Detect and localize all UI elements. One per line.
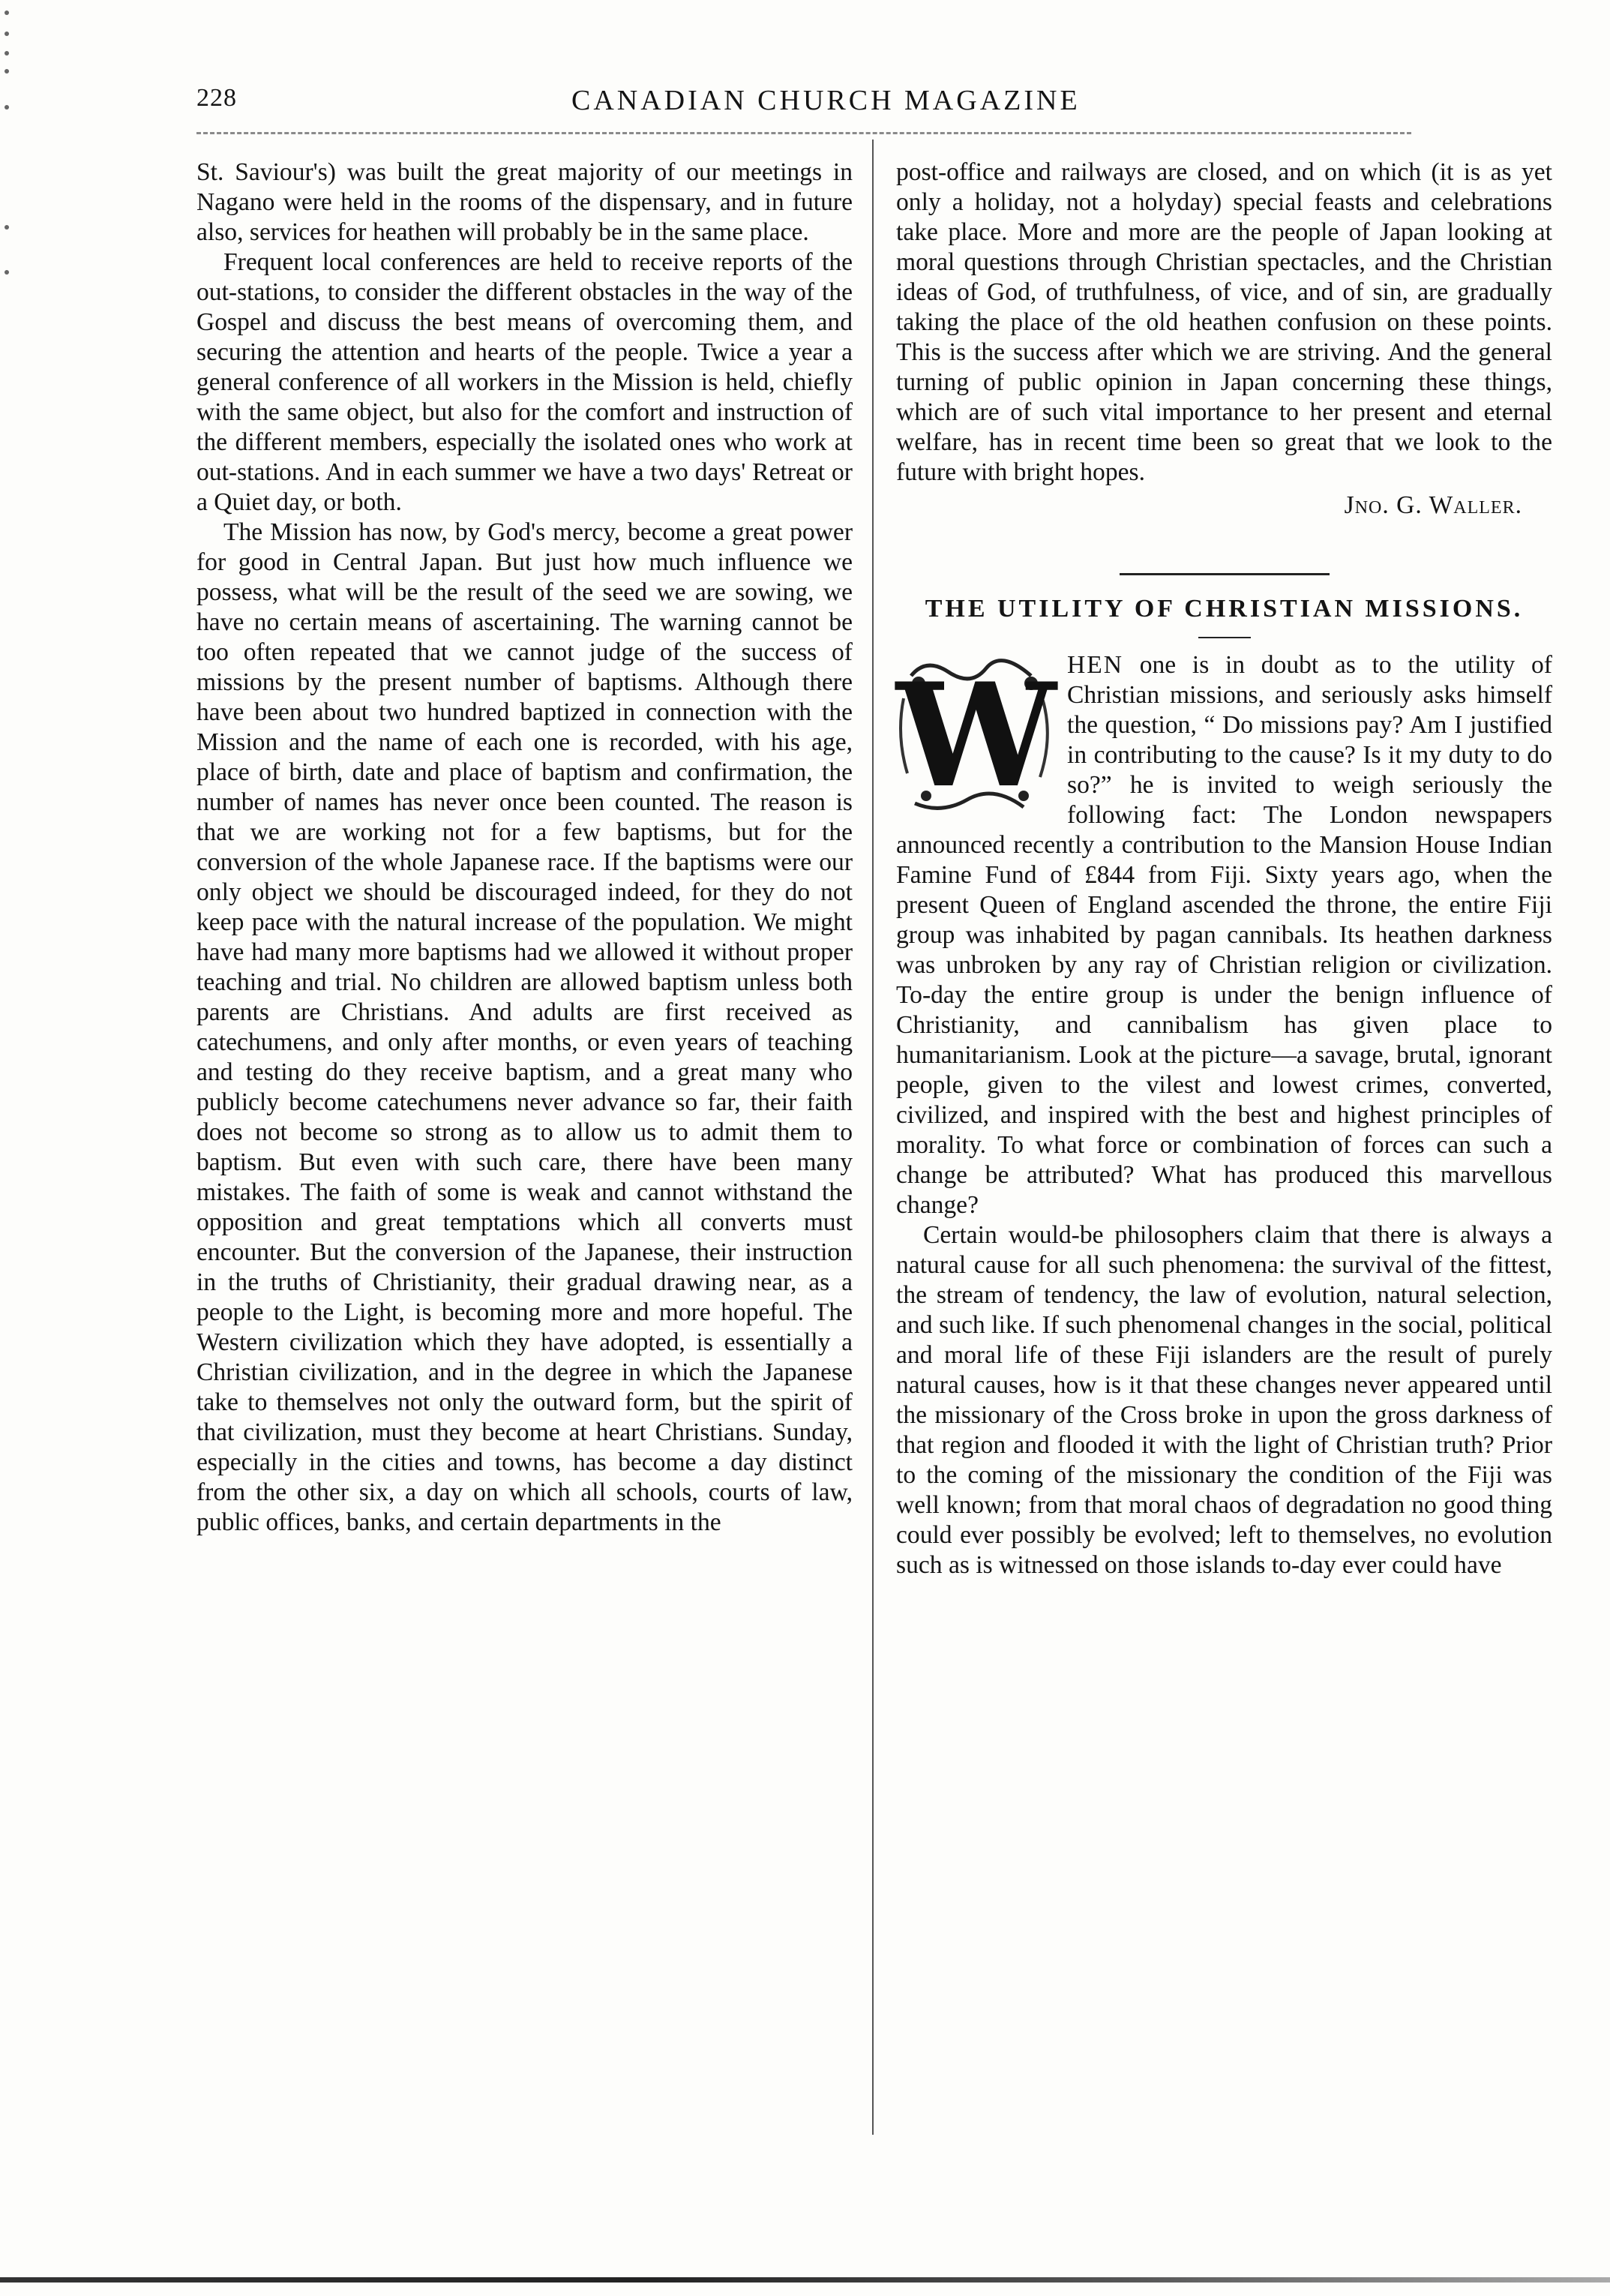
column-divider [872,140,874,2135]
section-title: THE UTILITY OF CHRISTIAN MISSIONS. [925,595,1524,623]
intro-text: one is in doubt as to the utility of Christian missions, and seriously asks himself the question, “ Do missions pay? Am I justified in contributing to the cause? Is it my duty to do so?” he is invited to weigh seriously the following fact: The London newspapers announced recently a contribution to the Mansion House Indian Famine Fund of £844 from Fiji. Sixty years ago, when the present Queen of England ascended the throne, the entire Fiji group was inhabited by pagan cannibals. Its heathen darkness was unbroken by any ray of Christian religion or civilization. To-day the entire group is under the benign influence of Christianity, and cannibalism has given place to humanitarianism. Look at the picture—a savage, brutal, ignorant people, given to the vilest and lowest crimes, converted, civilized, and inspired with the best and highest principles of morality. To what force or combination of forces can such a change be attributed? What has produced this marvellous change? [896,651,1552,1219]
paragraph: St. Saviour's) was built the great majority of our meetings in Nagano were held in the rooms of the dispensary, and in future also, services for heathen will probably be in the same place. [196,158,853,246]
section-divider [1120,573,1330,575]
page-number: 228 [196,84,237,112]
running-head: CANADIAN CHURCH MAGAZINE [571,85,1081,116]
title-rule [1198,637,1251,638]
page-header [196,84,1411,129]
header-rule [196,132,1411,134]
intro-paragraph [896,650,1552,1220]
continuation-paragraph: post-office and railways are closed, and on which (it is as yet only a holiday, not a holyday) special feasts and celebrations take place. More and more are the people of Japan looking at moral questions through Christian spectacles, and the Christian ideas of God, of truthfulness, of vice, and of sin, are gradually taking the place of the old heathen confusion on these points. This is the success after which we are striving. And the general turning of public opinion in Japan concerning these things, which are of such vital importance to her present and eternal welfare, has in recent time been so great that we look to the future with bright hopes. [896,158,1552,486]
author-signature: Jno. G. Waller. [1344,491,1522,519]
left-column [196,158,853,1538]
margin-marks [4,0,13,300]
drop-cap-letter: W [896,652,1057,819]
paragraph: The Mission has now, by God's mercy, become a great power for good in Central Japan. But just how much influence we possess, what will be the result of the seed we are sowing, we have no certain means of ascertaining. The warning cannot be too often repeated that we cannot judge of the success of missions by the present number of baptisms. Although there have been about two hundred baptized in connection with the Mission and the name of each one is recorded, with his age, place of birth, date and place of baptism and confirmation, the number of names has never once been counted. The reason is that we are working not for a few baptisms, but for the conversion of the whole Japanese race. If the baptisms were our only object we should be discouraged indeed, for they do not keep pace with the natural increase of the population. We might have had many more baptisms had we allowed it without proper teaching and trial. No children are allowed baptism unless both parents are Christians. And adults are first received as catechumens, and only after months, or even years of teaching and testing do they receive baptism, and a great many who publicly become catechumens never advance so far, their faith does not become so strong as to allow us to admit them to baptism. But even with such care, there have been many mistakes. The faith of some is weak and cannot withstand the opposition and great temptations which all converts must encounter. But the conversion of the Japanese, their instruction in the truths of Christianity, their gradual drawing near, as a people to the Light, is becoming more and more hopeful. The Western civilization which they have adopted, is essentially a Christian civilization, and in the degree in which the Japanese take to themselves not only the outward form, but the spirit of that civilization, must they become at heart Christians. Sunday, especially in the cities and towns, has become a day distinct from the other six, a day on which all schools, courts of law, public offices, banks, and certain departments in the [196,518,853,1536]
bottom-rule [0,2277,1610,2282]
paragraph: Certain would-be philosophers claim that there is always a natural cause for all such phenomena: the survival of the fittest, the stream of tendency, the law of evolution, natural selection, and such like. If such phenomenal changes in the social, political and moral life of these Fiji islanders are the result of purely natural causes, how is it that these changes never appeared until the missionary of the Cross broke in upon the gross darkness of that region and flooded it with the light of Christian truth? Prior to the coming of the missionary the condition of the Fiji was well known; from that moral chaos of degradation no good thing could ever possibly be evolved; left to themselves, no evolution such as is witnessed on those islands to-day ever could have [896,1221,1552,1579]
right-column [896,158,1552,1580]
drop-cap-ornament [896,652,1057,819]
first-word: HEN [1067,651,1124,679]
paragraph: Frequent local conferences are held to receive reports of the out-stations, to consider the different obstacles in the way of the Gospel and discuss the best means of overcoming them, and securing the attention and hearts of the people. Twice a year a general conference of all workers in the Mission is held, chiefly with the same object, but also for the comfort and instruction of the different members, especially the isolated ones who work at out-stations. And in each summer we have a two days' Retreat or a Quiet day, or both. [196,248,853,516]
